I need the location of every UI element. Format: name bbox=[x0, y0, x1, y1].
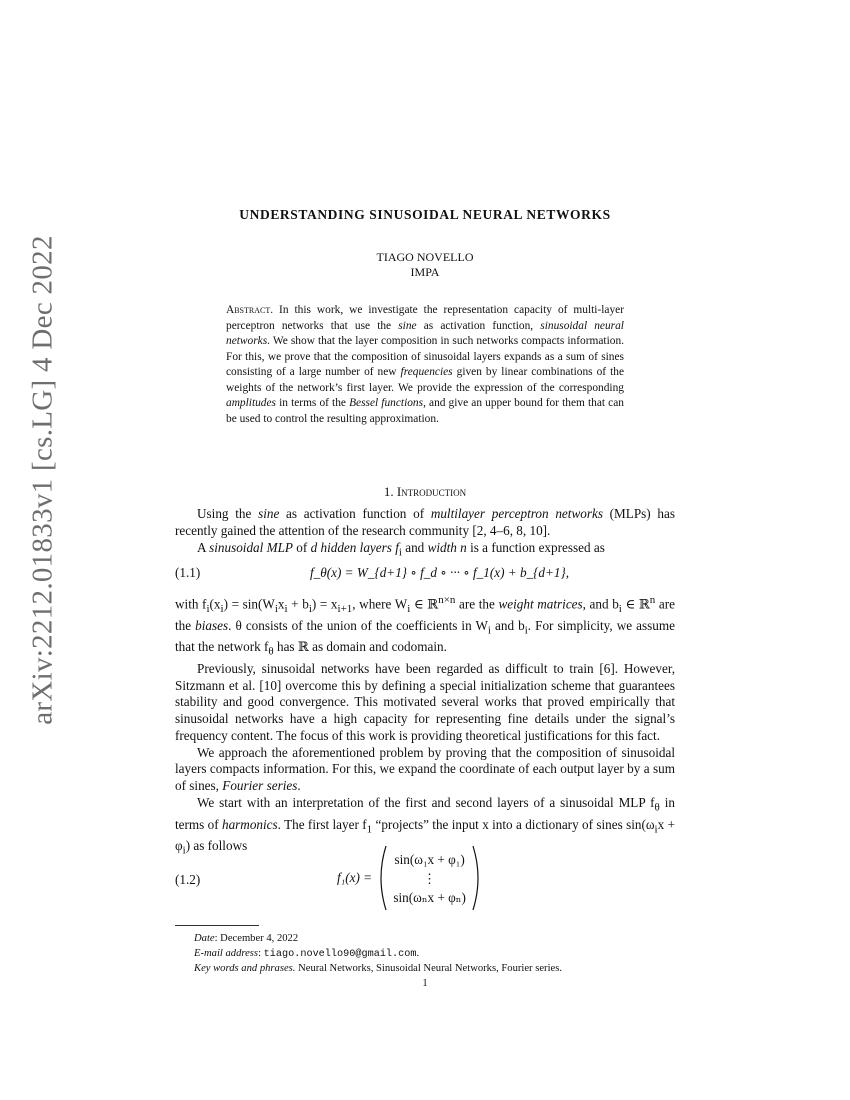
author-name: TIAGO NOVELLO bbox=[376, 250, 474, 264]
arxiv-identifier-stamp: arXiv:2212.01833v1 [cs.LG] 4 Dec 2022 bbox=[26, 235, 59, 725]
equation-1-2 bbox=[175, 845, 675, 915]
abstract-text: as activation function, bbox=[416, 319, 541, 332]
section-title: Introduction bbox=[396, 484, 467, 499]
abstract-emphasis: frequencies bbox=[400, 366, 453, 378]
vector-dots: ⋮ bbox=[423, 870, 437, 886]
equation-formula bbox=[337, 845, 484, 911]
footnote-email: E-mail address: tiago.novello90@gmail.com. bbox=[194, 947, 420, 960]
intro-paragraphs-b bbox=[175, 592, 675, 859]
abstract-text: given by linear combinations of the weights of the network’s first layer. We provide the expression of the corresponding bbox=[226, 366, 624, 394]
abstract-text: in terms of the bbox=[276, 397, 350, 409]
paragraph: We approach the aforementioned problem by proving that the composition of sinusoidal layers compacts information. For this, we expand the coordinate of each output layer by a sum of sines, Fourier series. bbox=[175, 744, 675, 794]
paragraph: Using the sine as activation function of multilayer perceptron networks (MLPs) has recently gained the attention of the research community [2, 4–6, 8, 10]. bbox=[175, 506, 675, 538]
equation-lhs: f₁(x) = bbox=[337, 870, 373, 885]
abstract bbox=[226, 303, 624, 427]
abstract-emphasis: sinusoidal neural networks bbox=[226, 319, 624, 347]
abstract-emphasis: Bessel functions bbox=[349, 397, 424, 409]
abstract-text: . We show that the layer composition in such networks compacts information. For this, we prove that the composition of sinusoidal layers expands as a sum of sines consisting of a large number of new bbox=[226, 335, 624, 378]
page-number: 1 bbox=[422, 978, 428, 989]
abstract-heading: Abstract. bbox=[226, 304, 274, 316]
right-parenthesis bbox=[470, 845, 484, 911]
paragraph: We start with an interpretation of the first and second layers of a sinusoidal MLP $f_\theta$ in terms of harmonics. The first layer $f_1$ “projects” the input x into a dictionary of sines $\sin(\omega_ix + \varphi_i)$ as follows bbox=[175, 795, 675, 857]
footnotes bbox=[194, 932, 664, 977]
vector-row-first: sin(ω₁x + φ₁) bbox=[394, 851, 465, 867]
equation-formula: f_θ(x) = W_{d+1} ∘ f_d ∘ ··· ∘ f_1(x) + b_{d+1}, bbox=[310, 565, 570, 580]
email-address[interactable]: tiago.novello90@gmail.com bbox=[263, 948, 417, 960]
equation-label: (1.1) bbox=[175, 565, 201, 580]
paper-title: UNDERSTANDING SINUSOIDAL NEURAL NETWORKS bbox=[239, 207, 611, 222]
section-heading bbox=[0, 484, 850, 500]
paragraph: with $f_i(x_i) = \sin(W_ix_i + b_i) = x_{i+1}$, where $W_i$ ∈ ℝ$^{n\times n}$ are the weight matrices, and $b_i$ ∈ ℝ$^n$ are the biases. θ consists of the union of the coefficients in $W_i$ and $b_i$. For simplicity, we assume that the network $f_\theta$ has ℝ as domain and codomain. bbox=[175, 594, 675, 658]
equation-label: (1.2) bbox=[175, 872, 201, 887]
footnote-keywords: Key words and phrases. Neural Networks, Sinusoidal Neural Networks, Fourier series. bbox=[194, 963, 562, 974]
section-number: 1. bbox=[383, 484, 394, 499]
vector-row-last: sin(ωₙx + φₙ) bbox=[393, 889, 466, 905]
abstract-emphasis: amplitudes bbox=[226, 397, 276, 409]
abstract-emphasis: sine bbox=[398, 319, 417, 332]
paragraph: A sinusoidal MLP of d hidden layers $f_i$ and width n is a function expressed as bbox=[197, 539, 605, 559]
footnote-date: Date: December 4, 2022 bbox=[194, 933, 299, 944]
abstract-text: In this work, we investigate the representation capacity of multi-layer perceptron networks that use the bbox=[226, 304, 624, 332]
abstract-text: , and give an upper bound for them that can be used to control the resulting approximation. bbox=[226, 397, 624, 425]
intro-paragraphs-a bbox=[175, 506, 675, 561]
paragraph: Previously, sinusoidal networks have been regarded as difficult to train [6]. However, Sitzmann et al. [10] overcome this by defining a special initialization scheme that guarantees stability and good convergence. This motivated several works that proved empirically that sinusoidal networks have a high capacity for representing fine details under the signal’s frequency content. The focus of this work is providing theoretical justifications for this fact. bbox=[175, 660, 675, 743]
left-parenthesis bbox=[375, 845, 389, 911]
footnote-divider bbox=[175, 925, 259, 926]
column-vector bbox=[375, 845, 484, 911]
author-affiliation: IMPA bbox=[410, 265, 440, 279]
author-block bbox=[0, 250, 850, 280]
